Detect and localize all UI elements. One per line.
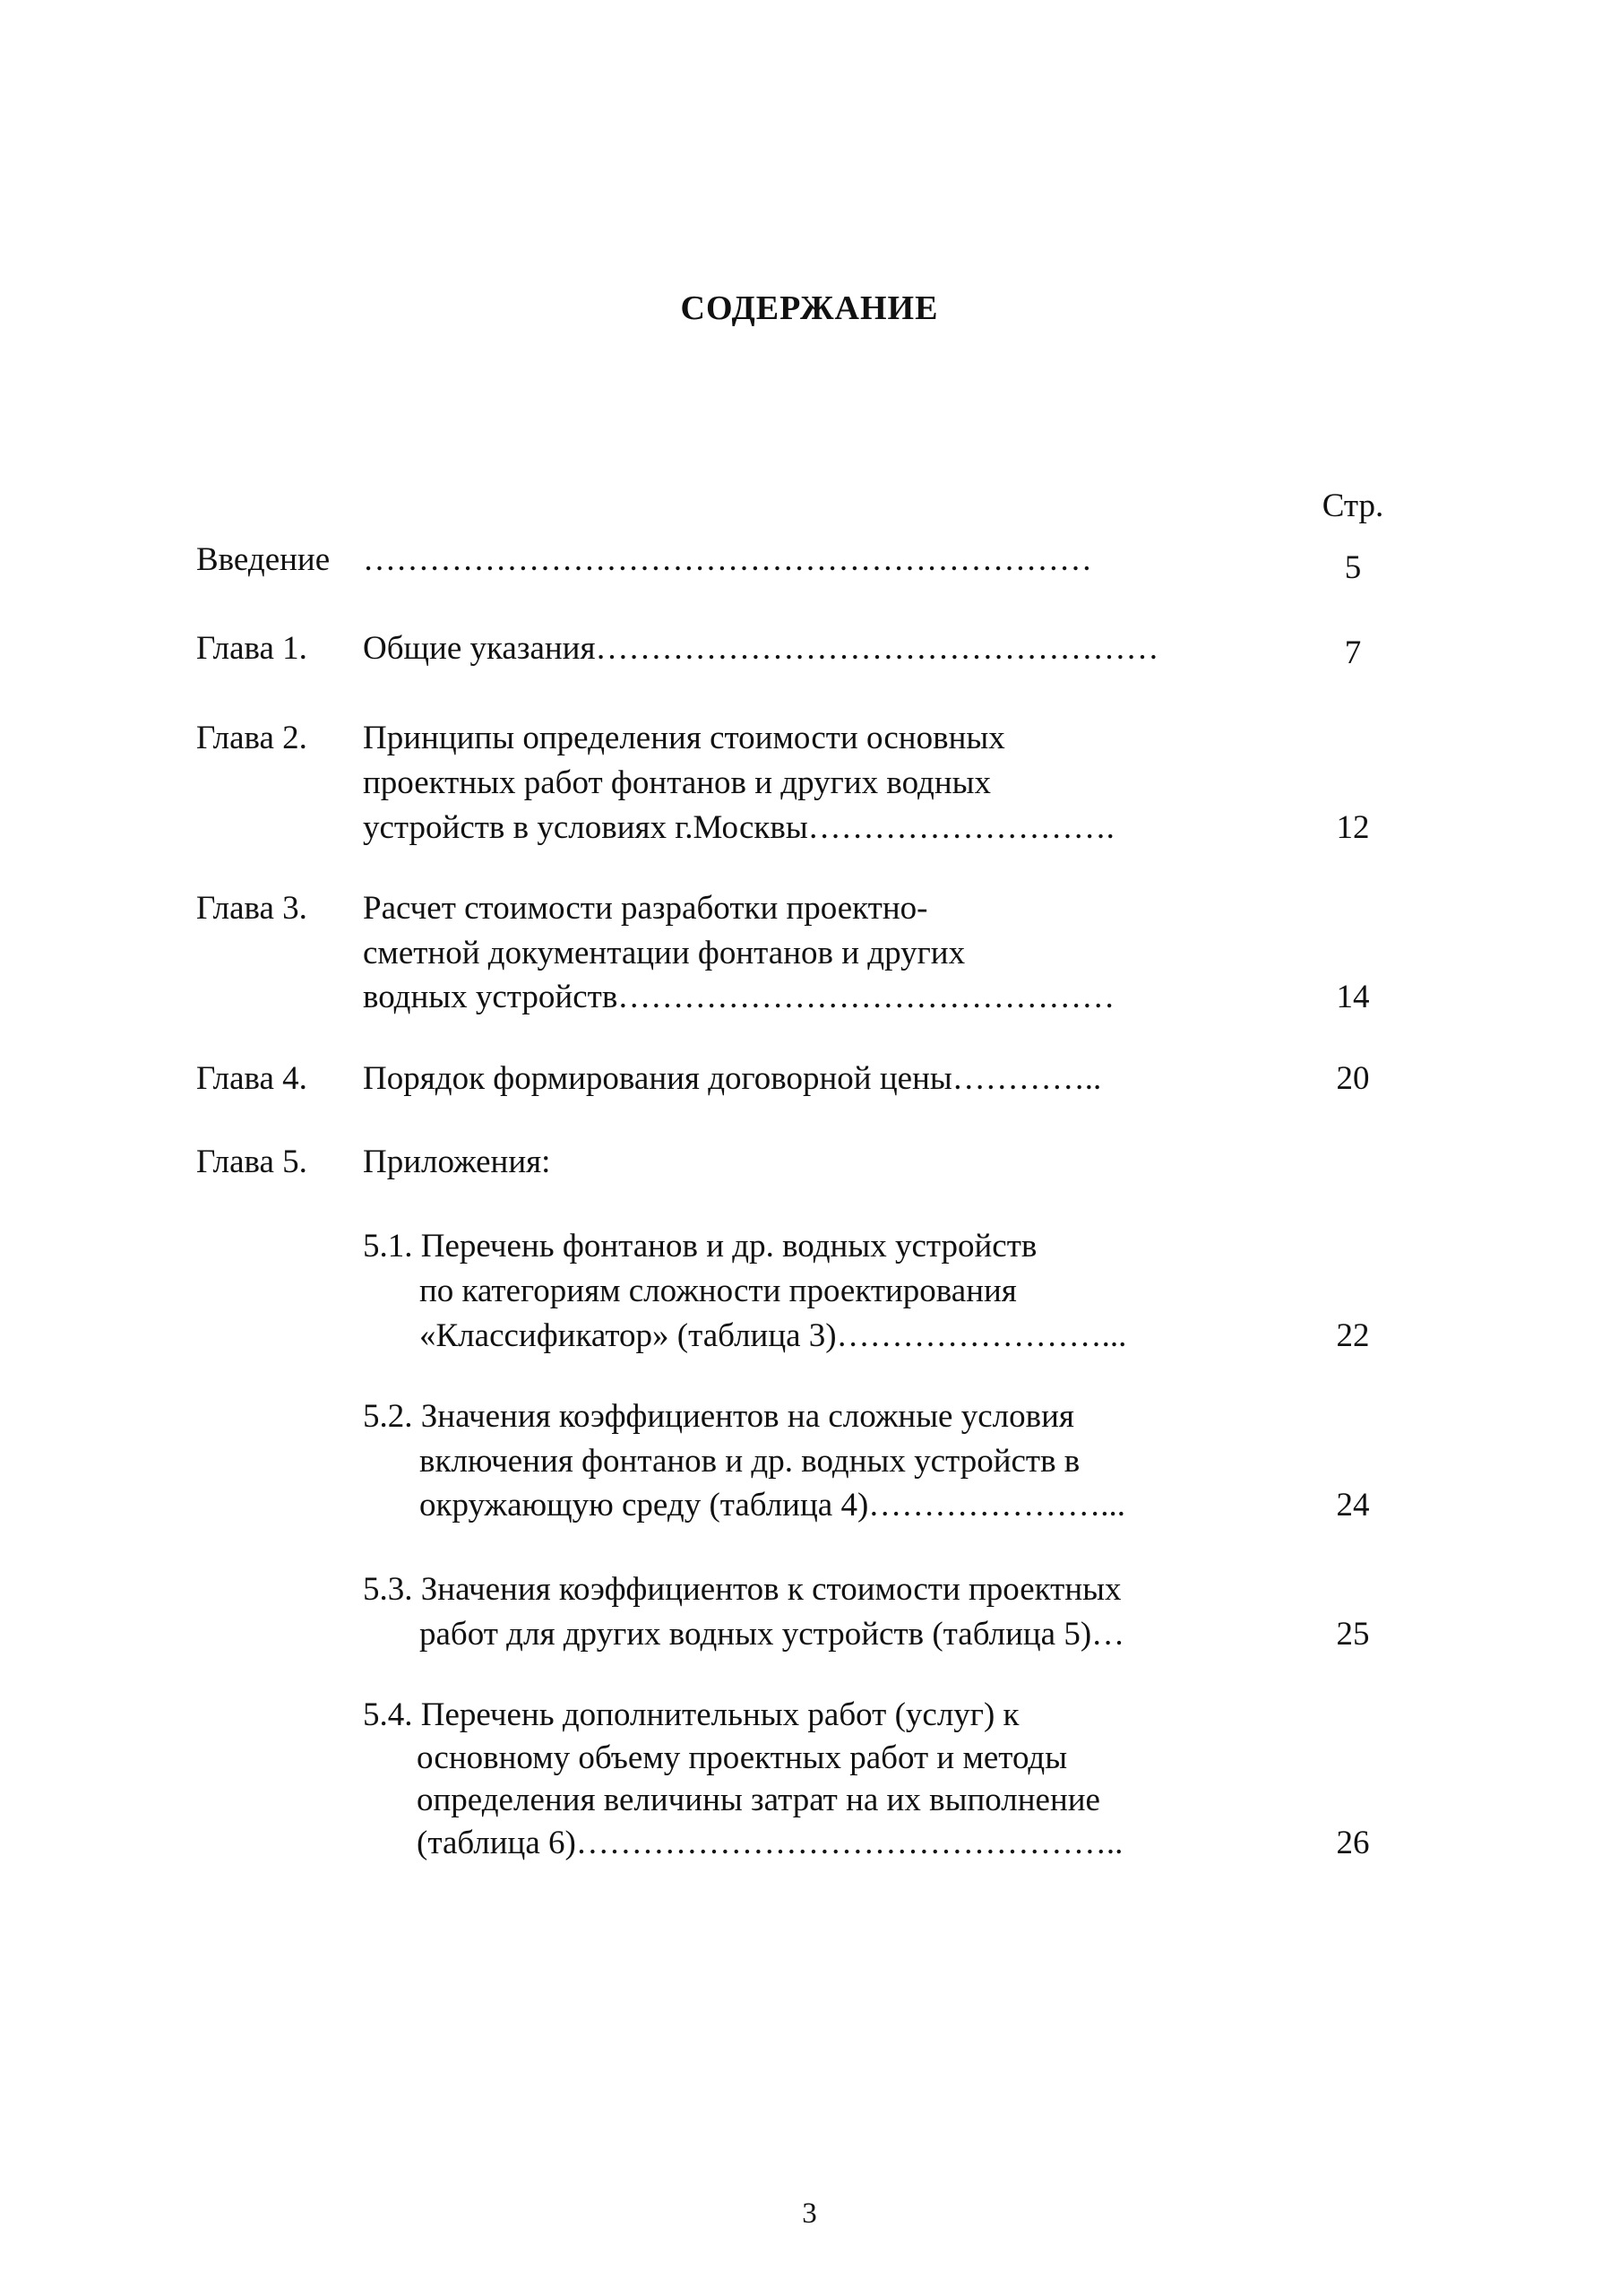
toc-line: Приложения: (363, 1144, 551, 1180)
toc-line: 5.1. Перечень фонтанов и др. водных устройств (363, 1228, 1038, 1265)
toc-line: устройств в условиях г.Москвы………………………. (363, 809, 1115, 846)
toc-line: основному объему проектных работ и методы (417, 1739, 1068, 1776)
toc-page-number: 14 (1336, 979, 1370, 1015)
toc-page-number: 24 (1336, 1487, 1370, 1523)
toc-label: Глава 4. (196, 1060, 307, 1097)
toc-line: Расчет стоимости разработки проектно- (363, 890, 928, 927)
toc-page-number: 5 (1344, 549, 1362, 586)
toc-page-number: 26 (1336, 1825, 1370, 1861)
toc-label: Глава 2. (196, 720, 307, 756)
toc-line: сметной документации фонтанов и других (363, 935, 966, 971)
toc-line: (таблица 6)………………………………………….. (417, 1825, 1124, 1861)
toc-line: 5.3. Значения коэффициентов к стоимости проектных (363, 1571, 1122, 1608)
toc-page-number: 20 (1336, 1060, 1370, 1097)
toc-line: Порядок формирования договорной цены………….. (363, 1060, 1102, 1097)
toc-page-number: 7 (1344, 634, 1362, 671)
page-title: СОДЕРЖАНИЕ (680, 289, 939, 327)
toc-line: по категориям сложности проектирования (419, 1273, 1017, 1309)
page-column-header: Стр. (1322, 488, 1384, 524)
toc-line: работ для других водных устройств (таблица 5)… (419, 1616, 1125, 1653)
toc-page-number: 25 (1336, 1616, 1370, 1653)
toc-page-number: 22 (1336, 1317, 1370, 1354)
page-number-footer: 3 (802, 2197, 817, 2230)
toc-label: Введение (196, 541, 331, 578)
toc-line: Общие указания…………………………………………… (363, 630, 1159, 667)
toc-page-number: 12 (1336, 809, 1370, 846)
toc-line: определения величины затрат на их выполнение (417, 1782, 1100, 1818)
toc-line: включения фонтанов и др. водных устройств в (419, 1443, 1081, 1480)
toc-label: Глава 5. (196, 1144, 307, 1180)
toc-label: Глава 3. (196, 890, 307, 927)
toc-line: окружающую среду (таблица 4)…………………... (419, 1487, 1126, 1523)
toc-line: водных устройств……………………………………… (363, 979, 1115, 1015)
toc-label: Глава 1. (196, 630, 307, 667)
toc-line: 5.2. Значения коэффициентов на сложные условия (363, 1398, 1074, 1435)
toc-line: «Классификатор» (таблица 3)……………………... (419, 1317, 1127, 1354)
toc-line: Принципы определения стоимости основных (363, 720, 1005, 756)
toc-line: ………………………………………………………… (363, 541, 1092, 578)
toc-line: 5.4. Перечень дополнительных работ (услуг) к (363, 1696, 1020, 1733)
toc-line: проектных работ фонтанов и других водных (363, 764, 992, 801)
